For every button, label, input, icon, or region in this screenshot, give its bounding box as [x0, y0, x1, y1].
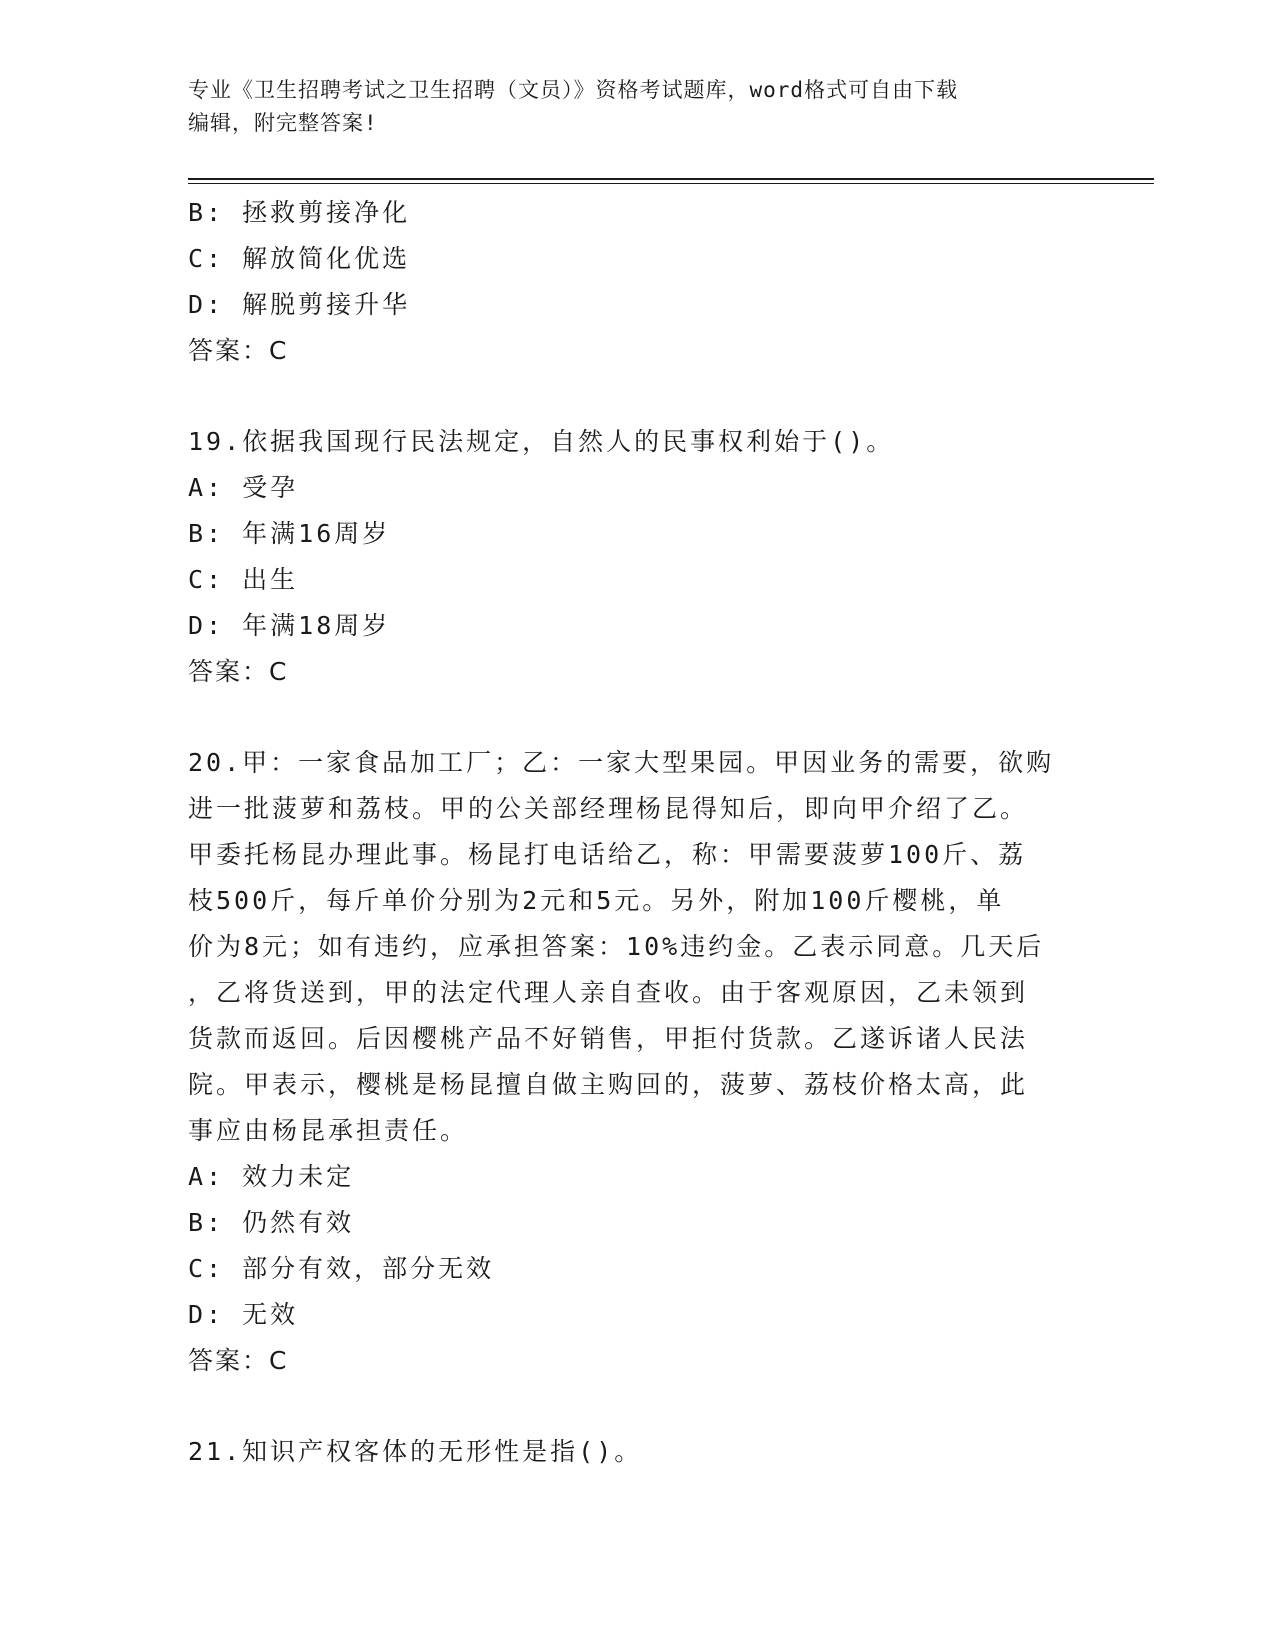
- stem-line: 枝500斤，每斤单价分别为2元和5元。另外，附加100斤樱桃，单: [188, 886, 1005, 915]
- stem-line: 院。甲表示，樱桃是杨昆擅自做主购回的，菠萝、荔枝价格太高，此: [188, 1070, 1029, 1099]
- header-line-2: 编辑，附完整答案!: [188, 111, 378, 135]
- question-21: [188, 1429, 1088, 1475]
- question-18-continued: [188, 190, 1088, 374]
- answer: 答案：C: [188, 336, 289, 365]
- option-d: D: 年满18周岁: [188, 611, 391, 640]
- answer: 答案：C: [188, 1346, 289, 1375]
- header-divider-thin: [188, 183, 1154, 184]
- stem-line: 事应由杨昆承担责任。: [188, 1116, 469, 1145]
- stem-line: 进一批菠萝和荔枝。甲的公关部经理杨昆得知后，即向甲介绍了乙。: [188, 794, 1029, 823]
- answer: 答案：C: [188, 657, 289, 686]
- question-stem: 19.依据我国现行民法规定，自然人的民事权利始于()。: [188, 427, 895, 456]
- option-a: A: 受孕: [188, 473, 299, 502]
- option-d: D: 解脱剪接升华: [188, 290, 411, 319]
- option-b: B: 年满16周岁: [188, 519, 391, 548]
- option-b: B: 拯救剪接净化: [188, 198, 411, 227]
- option-b: B: 仍然有效: [188, 1208, 355, 1237]
- question-19: [188, 419, 1088, 695]
- stem-line: 货款而返回。后因樱桃产品不好销售，甲拒付货款。乙遂诉诸人民法: [188, 1024, 1029, 1053]
- option-c: C: 解放简化优选: [188, 244, 411, 273]
- stem-line: ，乙将货送到，甲的法定代理人亲自查收。由于客观原因，乙未领到: [188, 978, 1029, 1007]
- header-divider-thick: [188, 178, 1154, 180]
- option-c: C: 部分有效，部分无效: [188, 1254, 495, 1283]
- question-content: [188, 190, 1088, 1475]
- option-a: A: 效力未定: [188, 1162, 355, 1191]
- option-d: D: 无效: [188, 1300, 299, 1329]
- option-c: C: 出生: [188, 565, 299, 594]
- stem-line: 20.甲：一家食品加工厂；乙：一家大型果园。甲因业务的需要，欲购: [188, 748, 1055, 777]
- question-stem: [188, 740, 1088, 1154]
- question-stem: 21.知识产权客体的无形性是指()。: [188, 1437, 643, 1466]
- stem-line: 甲委托杨昆办理此事。杨昆打电话给乙，称：甲需要菠萝100斤、荔: [188, 840, 1027, 869]
- question-20: [188, 740, 1088, 1384]
- document-header: [188, 74, 1068, 140]
- stem-line: 价为8元；如有违约，应承担答案：10%违约金。乙表示同意。几天后: [188, 932, 1045, 961]
- header-line-1: 专业《卫生招聘考试之卫生招聘（文员）》资格考试题库，word格式可自由下载: [188, 78, 959, 102]
